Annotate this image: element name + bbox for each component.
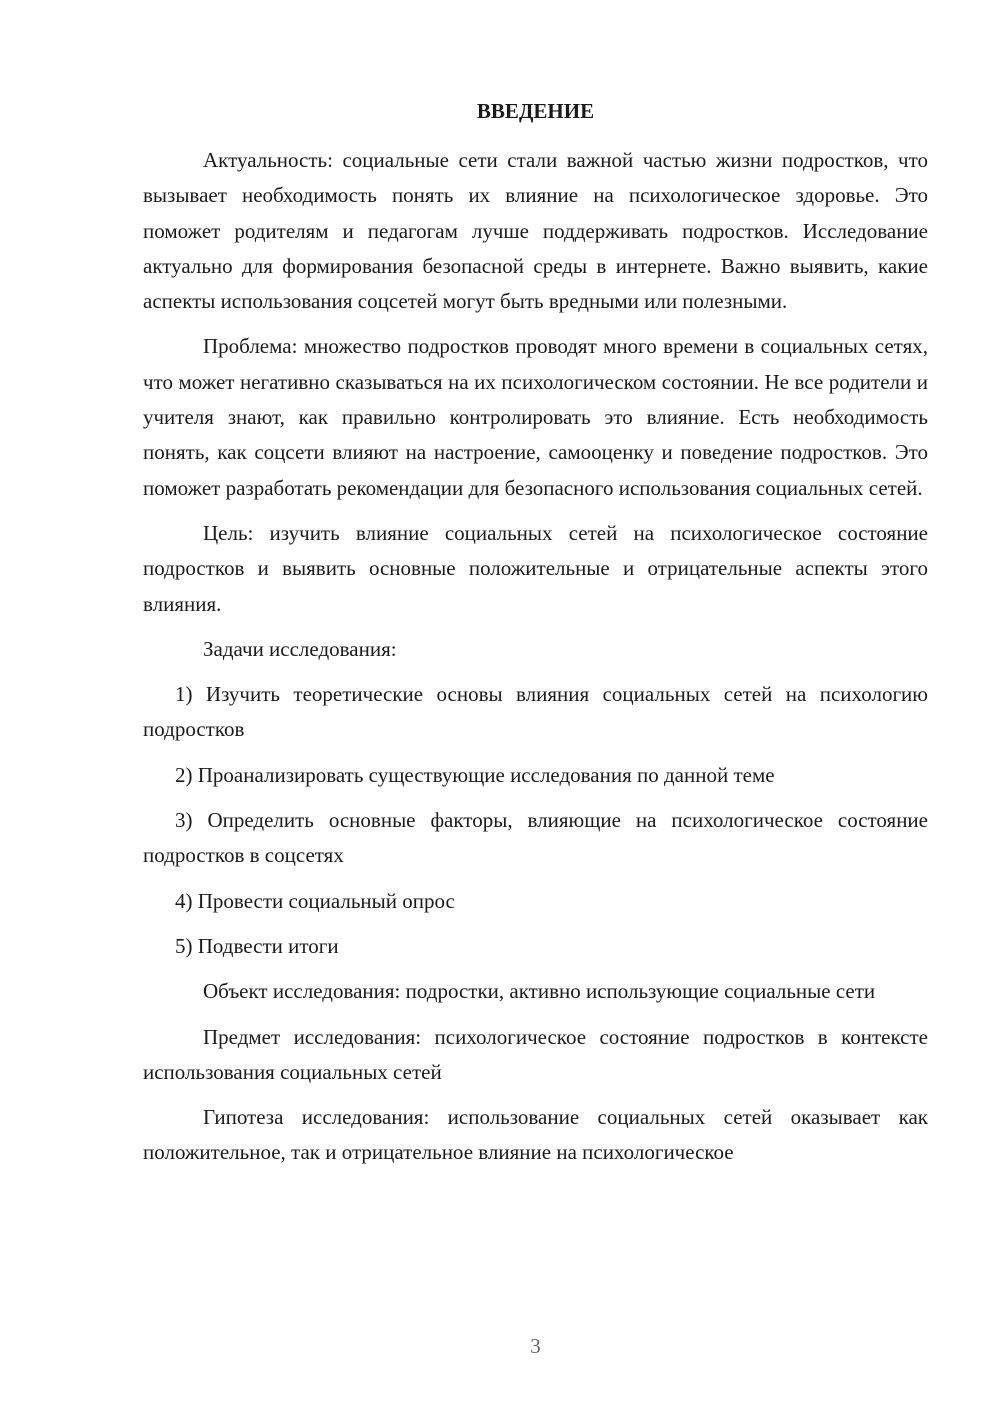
task-item-3: 3) Определить основные факторы, влияющие на психологическое состояние подростков в соцсетях: [143, 808, 928, 868]
task-item-5: 5) Подвести итоги: [175, 933, 339, 958]
page-title: ВВЕДЕНИЕ: [476, 99, 595, 123]
task-item-2: 2) Проанализировать существующие исследования по данной теме: [175, 762, 775, 787]
task-item-1: 1) Изучить теоретические основы влияния социальных сетей на психологию подростков: [143, 682, 928, 742]
paragraph-hypothesis: Гипотеза исследования: использование социальных сетей оказывает как положительное, так и отрицательное влияние на психологическое: [143, 1105, 928, 1165]
paragraph-goal: Цель: изучить влияние социальных сетей на психологическое состояние подростков и выявить основные положительные и отрицательные аспекты этого влияния.: [143, 520, 928, 616]
paragraph-tasks-heading: Задачи исследования:: [203, 636, 397, 661]
document-body: [143, 143, 928, 1171]
paragraph-subject: Предмет исследования: психологическое состояние подростков в контексте использования социальных сетей: [143, 1024, 928, 1084]
paragraph-relevance: Актуальность: социальные сети стали важной частью жизни подростков, что вызывает необходимость понять их влияние на психологическое здоровье. Это поможет родителям и педагогам лучше поддерживать подростков. Исследование актуально для формирования безопасной среды в интернете. Важно выявить, какие аспекты использования соцсетей могут быть вредными или полезными.: [143, 148, 928, 314]
page-number: 3: [530, 1334, 541, 1358]
task-item-4: 4) Провести социальный опрос: [175, 888, 455, 913]
paragraph-object: Объект исследования: подростки, активно использующие социальные сети: [203, 979, 876, 1004]
paragraph-problem: Проблема: множество подростков проводят много времени в социальных сетях, что может негативно сказываться на их психологическом состоянии. Не все родители и учителя знают, как правильно контролировать это влияние. Есть необходимость понять, как соцсети влияют на настроение, самооценку и поведение подростков. Это поможет разработать рекомендации для безопасного использования социальных сетей.: [143, 334, 928, 500]
